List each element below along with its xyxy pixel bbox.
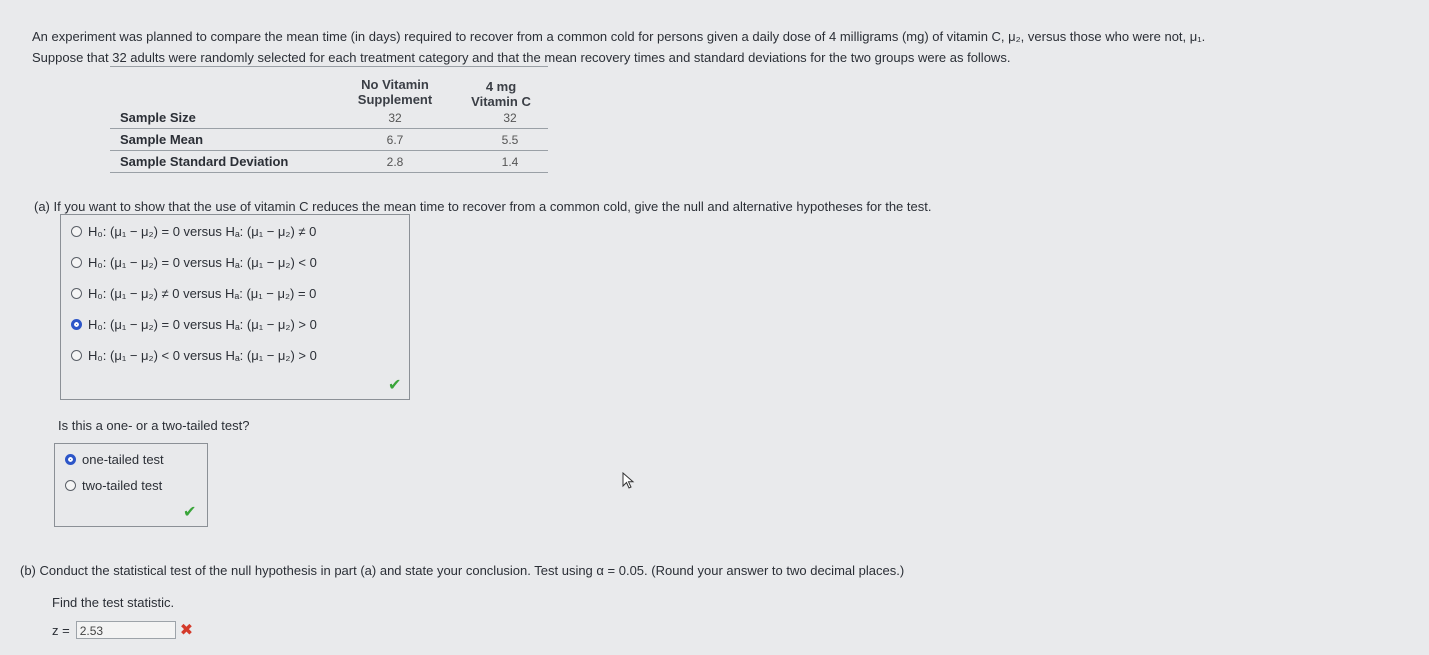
check-icon: ✔ <box>183 504 197 521</box>
table-row <box>110 129 548 151</box>
radio-button[interactable] <box>71 350 82 361</box>
part-a-question: (a) If you want to show that the use of vitamin C reduces the mean time to recover from a common cold, give the null and alternative hypotheses for the test. <box>34 199 932 214</box>
radio-button-selected[interactable] <box>71 319 82 330</box>
row-label: Sample Mean <box>120 132 204 147</box>
radio-button[interactable] <box>71 257 82 268</box>
radio-button-selected[interactable] <box>65 454 76 465</box>
cursor-icon <box>622 472 636 490</box>
cell-no-vitamin: 2.8 <box>386 155 404 169</box>
tail-option-one[interactable] <box>65 449 164 469</box>
intro-line-2: Suppose that 32 adults were randomly selected for each treatment category and that the mean recovery times and standard deviations for the two groups were as follows. <box>32 50 1011 65</box>
row-label: Sample Standard Deviation <box>120 154 289 169</box>
cell-vitamin-c: 5.5 <box>501 133 519 147</box>
option-label: H₀: (μ₁ − μ₂) = 0 versus Hₐ: (μ₁ − μ₂) ≠ 0 <box>88 223 317 239</box>
z-input[interactable]: 2.53 <box>76 621 176 639</box>
hypotheses-answer-box <box>60 214 410 400</box>
cell-vitamin-c: 32 <box>503 111 517 125</box>
option-label: H₀: (μ₁ − μ₂) = 0 versus Hₐ: (μ₁ − μ₂) > 0 <box>88 316 317 332</box>
check-icon: ✔ <box>388 377 402 394</box>
radio-button[interactable] <box>71 288 82 299</box>
table-top-rule <box>110 66 548 67</box>
table-row <box>110 151 548 173</box>
hypothesis-option-4[interactable] <box>71 314 317 334</box>
option-label: H₀: (μ₁ − μ₂) ≠ 0 versus Hₐ: (μ₁ − μ₂) = 0 <box>88 285 317 301</box>
tail-option-two[interactable] <box>65 475 162 495</box>
row-label: Sample Size <box>120 110 196 125</box>
table-header-vitamin-c: 4 mg Vitamin C <box>471 79 531 109</box>
cell-vitamin-c: 1.4 <box>501 155 519 169</box>
tail-question: Is this a one- or a two-tailed test? <box>58 418 250 433</box>
option-label: H₀: (μ₁ − μ₂) < 0 versus Hₐ: (μ₁ − μ₂) > 0 <box>88 347 317 363</box>
hypothesis-option-1[interactable] <box>71 221 316 241</box>
problem-intro <box>32 26 1205 68</box>
find-statistic-label: Find the test statistic. <box>52 595 175 610</box>
hypothesis-option-3[interactable] <box>71 283 316 303</box>
radio-button[interactable] <box>65 480 76 491</box>
cell-no-vitamin: 6.7 <box>386 133 404 147</box>
radio-button[interactable] <box>71 226 82 237</box>
option-label: one-tailed test <box>82 451 164 467</box>
cell-no-vitamin: 32 <box>388 111 402 125</box>
option-label: two-tailed test <box>82 477 163 493</box>
part-b-question: (b) Conduct the statistical test of the null hypothesis in part (a) and state your conclusion. Test using α = 0.05. (Round your answer to two decimal places.) <box>20 563 905 578</box>
hypothesis-option-2[interactable] <box>71 252 317 272</box>
table-row <box>110 107 548 129</box>
tail-answer-box <box>54 443 208 527</box>
z-answer-row <box>52 620 193 640</box>
x-icon: ✖ <box>179 622 194 639</box>
intro-line-1: An experiment was planned to compare the mean time (in days) required to recover from a common cold for persons given a daily dose of 4 milligrams (mg) of vitamin C, μ₂, versus those who were not, μ₁. <box>32 29 1206 44</box>
hypothesis-option-5[interactable] <box>71 345 317 365</box>
z-label: z = <box>52 622 70 638</box>
option-label: H₀: (μ₁ − μ₂) = 0 versus Hₐ: (μ₁ − μ₂) < 0 <box>88 254 317 270</box>
table-header-no-vitamin: No Vitamin Supplement <box>357 77 433 107</box>
